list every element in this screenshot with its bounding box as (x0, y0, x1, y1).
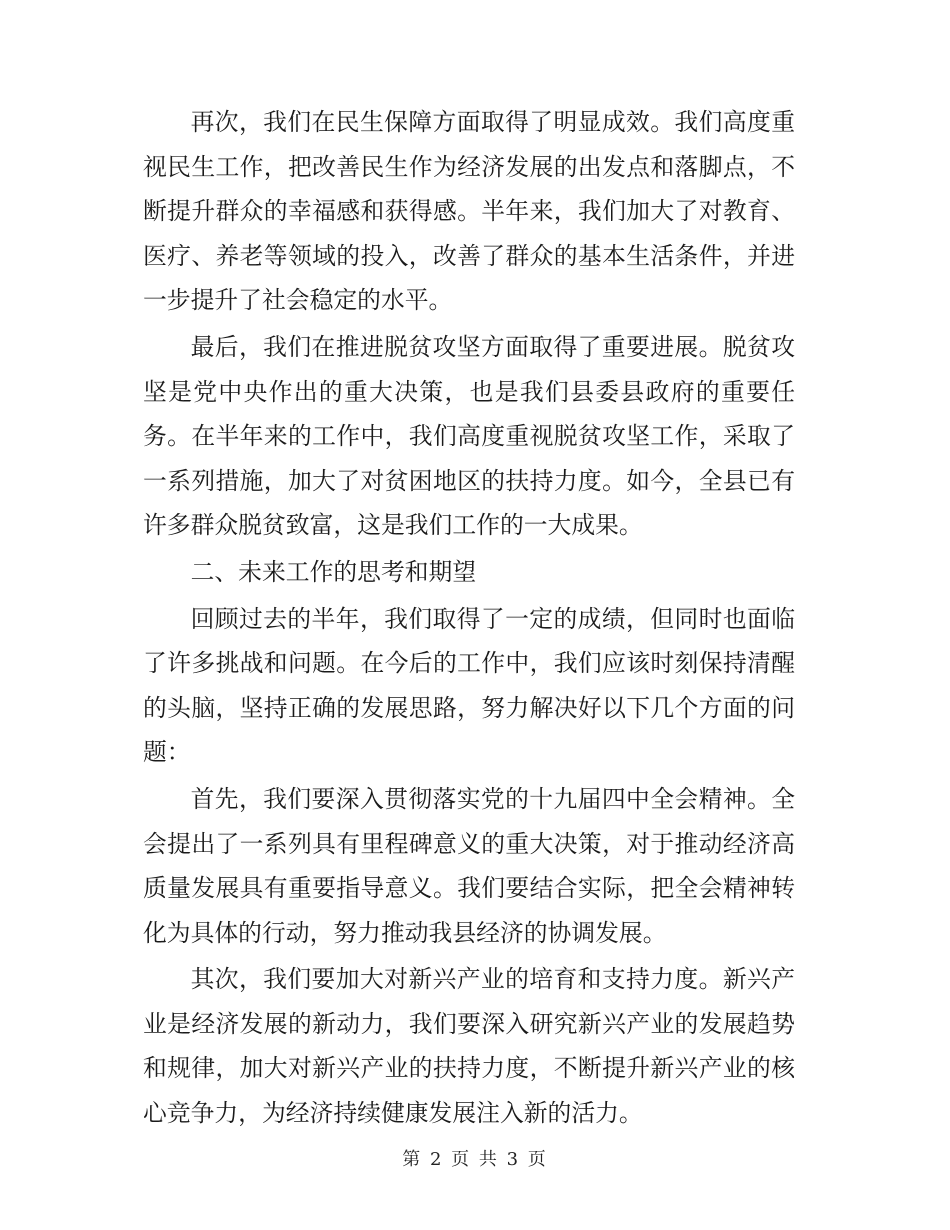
paragraph-livelihood: 再次，我们在民生保障方面取得了明显成效。我们高度重视民生工作，把改善民生作为经济发展的出发点和落脚点，不断提升群众的幸福感和获得感。半年来，我们加大了对教育、医疗、养老等领域的投入，改善了群众的基本生活条件，并进一步提升了社会稳定的水平。 (143, 108, 795, 315)
paragraph-poverty-alleviation: 最后，我们在推进脱贫攻坚方面取得了重要进展。脱贫攻坚是党中央作出的重大决策，也是我们县委县政府的重要任务。在半年来的工作中，我们高度重视脱贫攻坚工作，采取了一系列措施，加大了对贫困地区的扶持力度。如今，全县已有许多群众脱贫致富，这是我们工作的一大成果。 (143, 332, 795, 540)
page-number-footer: 第 2 页 共 3 页 (402, 1149, 548, 1170)
paragraph-review: 回顾过去的半年，我们取得了一定的成绩，但同时也面临了许多挑战和问题。在今后的工作中，我们应该时刻保持清醒的头脑，坚持正确的发展思路，努力解决好以下几个方面的问题： (143, 604, 795, 767)
paragraph-first-point: 首先，我们要深入贯彻落实党的十九届四中全会精神。全会提出了一系列具有里程碑意义的重大决策，对于推动经济高质量发展具有重要指导意义。我们要结合实际，把全会精神转化为具体的行动，努力推动我县经济的协调发展。 (143, 784, 795, 947)
document-body (143, 100, 795, 1138)
paragraph-second-point: 其次，我们要加大对新兴产业的培育和支持力度。新兴产业是经济发展的新动力，我们要深入研究新兴产业的发展趋势和规律，加大对新兴产业的扶持力度，不断提升新兴产业的核心竞争力，为经济持续健康发展注入新的活力。 (143, 965, 795, 1128)
section-heading: 二、未来工作的思考和期望 (190, 557, 477, 586)
